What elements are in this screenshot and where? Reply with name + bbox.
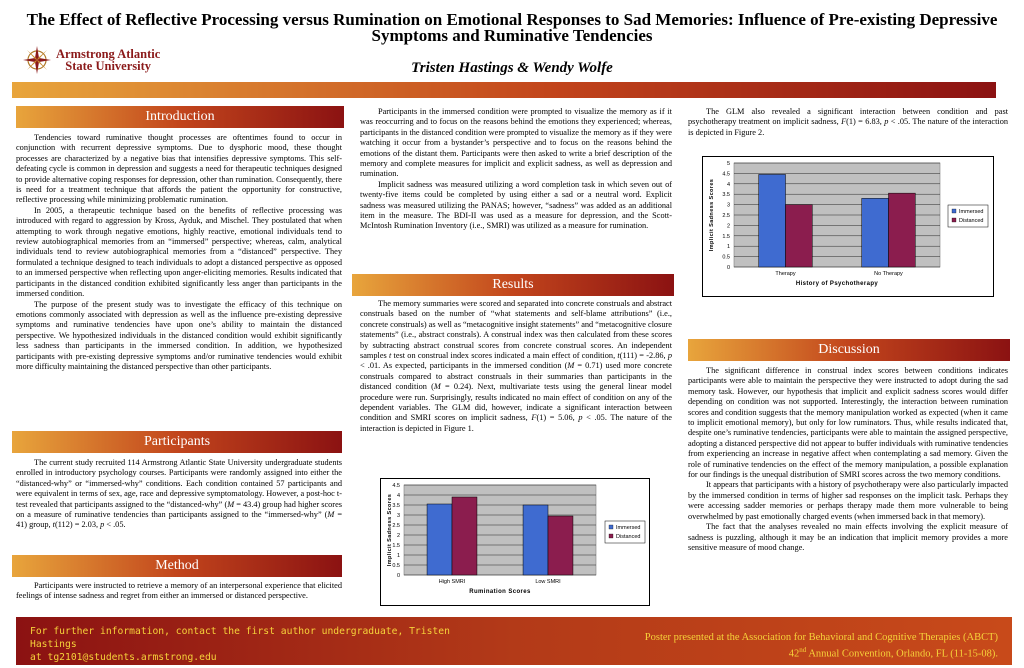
results-text: The memory summaries were scored and separated into concrete construals and abstract construals based on the number of “what statements and self-blame attributions” (i.e., concrete construals) as well as “metacognitive insight statements” and “metacognitive closure statements” (i.e., abstract constrals). A construal index was then calculated from these scores by subtracting abstract construal scores from concrete construal scores. An independent samples t test on construal index scores indicated a main effect of condition, t(111) = -2.86, p < .01. As expected, participants in the immersed condition (M = 0.71) used more concrete construals compared to abstract construals in their summaries than participants in the distanced condition (M = 0.24). Next, multivariate tests using the general linear model procedure were run. Surprisingly, results indicated no main effect of condition on any of the dependent variables. The GLM did, however, indicate a significant interaction between condition and SMRI scores on implicit sadness, F(1) = 5.06, p < .05. The nature of the interaction is depicted in Figure 1. xyxy=(360,299,672,433)
presentation-info: Poster presented at the Association for Behavioral and Cognitive Therapies (ABCT) 42nd Annual Convention, Orlando, FL (11-15-08). xyxy=(644,632,998,660)
y-tick-label: 4.5 xyxy=(722,171,730,178)
y-tick-label: 3.5 xyxy=(722,192,730,199)
y-tick-label: 2 xyxy=(726,223,730,230)
participants-text: The current study recruited 114 Armstrong Atlantic State University undergraduate students enrolled in introductory psychology courses. Participants were randomly assigned into either the “distanced-why” or “immersed-why” conditions. Each condition contained 57 participants and were equivalent in terms of sex, age, race and depressive symptomatology. However, a post-hoc t-test revealed that participants assigned to the “distanced-why” (M = 43.4) group had higher scores on a measure of ruminative tendencies than participants assigned to the “immersed-why” (M = 41) group, t(112) = 2.03, p < .05. xyxy=(16,458,342,530)
contact-info: For further information, contact the first author undergraduate, Tristen Hastings at tg2101@students.armstrong.edu xyxy=(30,626,450,663)
bar-immersed-1 xyxy=(862,198,889,267)
bar-distanced-0 xyxy=(452,497,477,575)
y-tick-label: 0.5 xyxy=(722,254,730,261)
poster-authors: Tristen Hastings & Wendy Wolfe xyxy=(411,60,613,76)
legend-label-immersed: Immersed xyxy=(959,209,984,215)
y-tick-label: 2 xyxy=(396,533,400,539)
results-glm-text: The GLM also revealed a significant interaction between condition and past psychotherapy treatment on implicit sadness, F(1) = 6.83, p < .05. The nature of the interaction is depicted in Figure 2. xyxy=(688,107,1009,137)
x-axis-label: History of Psychotherapy xyxy=(795,281,879,287)
figure-2-chart xyxy=(702,156,994,297)
participants-heading: Participants xyxy=(12,431,342,453)
y-tick-label: 5 xyxy=(726,161,730,167)
university-logo xyxy=(22,44,160,76)
x-tick-label: No Therapy xyxy=(874,271,903,277)
legend-label-immersed: Immersed xyxy=(616,525,641,531)
results-heading: Results xyxy=(352,274,674,296)
y-tick-label: 1.5 xyxy=(392,543,400,549)
y-axis-label: Implicit Sadness Scores xyxy=(709,178,715,252)
legend-label-distanced: Distanced xyxy=(616,534,641,540)
bar-distanced-0 xyxy=(786,205,813,267)
y-tick-label: 1 xyxy=(396,553,400,559)
figure-1-chart xyxy=(380,478,650,606)
university-name: Armstrong Atlantic State University xyxy=(56,47,161,73)
y-tick-label: 0.5 xyxy=(392,563,400,569)
compass-rose-icon xyxy=(22,45,52,75)
x-axis-label: Rumination Scores xyxy=(469,589,531,595)
bar-immersed-0 xyxy=(427,504,452,575)
y-tick-label: 0 xyxy=(726,265,730,271)
method-text-part1: Participants were instructed to retrieve a memory of an interpersonal experience that elicited feelings of intense sadness and regret from either an immersed or distanced perspective. xyxy=(16,581,342,601)
legend-swatch-distanced xyxy=(609,534,613,538)
method-heading: Method xyxy=(12,555,342,577)
introduction-text: Tendencies toward ruminative thought processes are oftentimes found to occur in conjunction with recurrent depressive symptoms. Due to dysphoric mood, these thought processes are characterized by a negative bias that intensifies depressive symptoms. This self-defeating cycle is common in depression and suggests a need for therapeutic techniques designed to provide alternative coping responses for depression, other than rumination. Consequently, there is need for a treatment technique that affords the patient the opportunity for constructive, reflective processing while minimizing problematic rumination. In 2005, a therapeutic technique based on the benefits of reflective processing was introduced with regard to aggression by Kross, Ayduk, and Mischel. They postulated that when attempting to work through negative emotions, highly reactive, emotional individuals tend to review autobiographical memories from an “immersed” perspective; whereas, calm, analytical individuals tend to review autobiographical memories from a “distanced” perspective. They formulated a technique designed to teach individuals to adopt a distanced perspective as opposed to an immersed perspective when reflecting upon anger-eliciting memories. Results indicated that participants in the distanced condition exhibited significantly less anger than participants in the immersed condition. The purpose of the present study was to investigate the efficacy of this technique on emotions commonly associated with depression as well as the influence pre-existing depressive symptoms and ruminative tendencies have upon one’s ability to maintain the distanced perspective. We hypothesized individuals in the distanced condition would exhibit significantly less sadness than participants in the immersed condition. In addition, we hypothesized participants with pre-existing depressive symptoms and/or ruminative tendencies would exhibit more difficulty maintaining the distanced perspective than other participants. xyxy=(16,133,342,371)
bar-distanced-1 xyxy=(889,193,916,267)
legend-swatch-immersed xyxy=(609,525,613,529)
y-tick-label: 4 xyxy=(726,181,730,188)
poster-footer xyxy=(16,617,1012,665)
introduction-heading: Introduction xyxy=(16,106,344,128)
x-tick-label: Therapy xyxy=(775,271,796,277)
y-tick-label: 0 xyxy=(396,573,400,579)
y-tick-label: 3.5 xyxy=(392,503,400,509)
method-text-part2: Participants in the immersed condition were prompted to visualize the memory as if it was reoccurring and to focus on the reasons behind the emotions they experienced; whereas, participants in the distanced condition were prompted to visualize the memory as if they were watching it occur from a bystander’s perspective and to focus on the reasons behind the emotions of the distant them. Participants were then asked to write a brief description of the memory and complete measures for implicit and explicit sadness, as well as depression and rumination. Implicit sadness was measured utilizing a word completion task in which seven out of twenty-five items could be completed by using either a sad or a neutral word. Explicit sadness was measured utilizing the PANAS; however, “sadness” was added as an additional item in the measure. The BDI-II was used as a measure for depression, and the Scott-McIntosh Rumination Inventory (i.e., SMRI) was utilized as a measure for rumination. xyxy=(360,107,672,231)
top-accent-band xyxy=(12,82,996,98)
y-tick-label: 1 xyxy=(726,244,730,251)
x-tick-label: Low SMRI xyxy=(535,579,561,585)
y-tick-label: 4.5 xyxy=(392,483,400,489)
y-tick-label: 2.5 xyxy=(722,213,730,219)
bar-immersed-1 xyxy=(523,505,548,575)
y-tick-label: 4 xyxy=(396,493,400,499)
discussion-text: The significant difference in construal index scores between conditions indicates participants were able to maintain the perspective they were instructed to adopt during the sad memory task. However, our hypothesis that implicit and explicit sadness scores would differ depending on condition was not supported. Interestingly, the interaction between rumination scores and condition suggests that the memory manipulation worked as expected (when it came to implicit emotional memory), but only for low ruminators. Thus, while results indicated that, despite one’s ruminative tendencies, participants were able to maintain the assigned perspective, adopting a distanced perspective did not appear to buffer individuals with ruminative tendencies from experiencing an increase in negative affect when contemplating a sad memory. Given the role of ruminative tendencies on the effect of the memory manipulation, a possible explanation for our findings is the unequal distribution of SMRI scores across the two memory conditions. It appears that participants with a history of psychotherapy were also particularly impacted by the immersed condition in terms of higher sad responses on the implicit task. Perhaps they were accessing sadder memories or perhaps therapy made them more vulnerable to being overwhelmed by past emotionally charged events (when immersed back in that memory). The fact that the analyses revealed no main effects involving the explicit measure of sadness is puzzling, although it may be an indication that implicit memory provides a more sensitive measure of mood change. xyxy=(688,366,1008,552)
legend-swatch-distanced xyxy=(952,218,956,222)
bar-distanced-1 xyxy=(548,516,573,575)
x-tick-label: High SMRI xyxy=(438,579,466,585)
y-tick-label: 2.5 xyxy=(392,523,400,529)
legend-swatch-immersed xyxy=(952,209,956,213)
y-tick-label: 1.5 xyxy=(722,233,730,240)
legend-label-distanced: Distanced xyxy=(959,218,984,224)
figure-2-svg xyxy=(703,157,993,296)
y-axis-label: Implicit Sadness Scores xyxy=(387,493,393,567)
discussion-heading: Discussion xyxy=(688,339,1010,361)
bar-immersed-0 xyxy=(759,174,786,267)
y-tick-label: 3 xyxy=(726,202,730,209)
poster-title: The Effect of Reflective Processing versus Rumination on Emotional Responses to Sad Memories: Influence of Pre-existing Depressive Symptoms and Ruminative Tendencies xyxy=(26,10,998,45)
figure-1-svg xyxy=(381,479,649,605)
y-tick-label: 3 xyxy=(396,513,400,519)
